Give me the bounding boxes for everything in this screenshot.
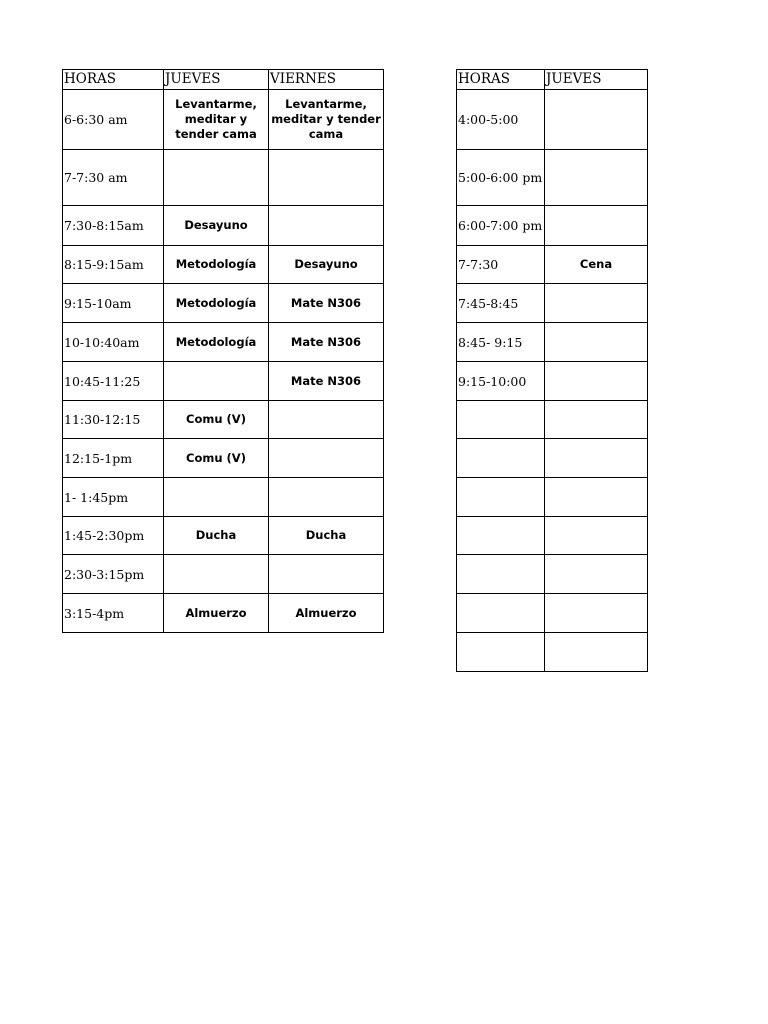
jueves-cell: Metodología	[164, 284, 269, 323]
header-horas: HORAS	[457, 70, 545, 90]
time-cell: 7:45-8:45	[457, 284, 545, 323]
jueves-cell: Ducha	[164, 517, 269, 555]
table-header-row	[457, 70, 648, 90]
jueves-cell: Metodología	[164, 323, 269, 362]
table-row	[457, 401, 648, 439]
viernes-cell: Levantarme, meditar y tender cama	[269, 90, 384, 150]
table-row	[457, 594, 648, 633]
time-cell: 6-6:30 am	[63, 90, 164, 150]
time-cell	[457, 633, 545, 672]
table-row	[63, 362, 384, 401]
jueves-cell: Cena	[545, 246, 648, 284]
jueves-cell	[545, 362, 648, 401]
table-row	[63, 323, 384, 362]
jueves-cell: Comu (V)	[164, 439, 269, 478]
jueves-cell: Comu (V)	[164, 401, 269, 439]
viernes-cell	[269, 206, 384, 246]
header-jueves: JUEVES	[164, 70, 269, 90]
jueves-cell	[545, 206, 648, 246]
time-cell: 8:15-9:15am	[63, 246, 164, 284]
table-row	[457, 150, 648, 206]
viernes-cell: Mate N306	[269, 362, 384, 401]
time-cell: 1:45-2:30pm	[63, 517, 164, 555]
time-cell: 10-10:40am	[63, 323, 164, 362]
jueves-cell: Desayuno	[164, 206, 269, 246]
time-cell: 12:15-1pm	[63, 439, 164, 478]
table-row	[63, 150, 384, 206]
time-cell: 5:00-6:00 pm	[457, 150, 545, 206]
time-cell: 7:30-8:15am	[63, 206, 164, 246]
table-row	[63, 594, 384, 633]
jueves-cell: Metodología	[164, 246, 269, 284]
viernes-cell	[269, 478, 384, 517]
table-row	[457, 633, 648, 672]
time-cell	[457, 594, 545, 633]
jueves-cell: Levantarme, meditar y tender cama	[164, 90, 269, 150]
time-cell: 10:45-11:25	[63, 362, 164, 401]
jueves-cell	[545, 401, 648, 439]
time-cell: 3:15-4pm	[63, 594, 164, 633]
jueves-cell	[545, 150, 648, 206]
table-row	[63, 401, 384, 439]
time-cell	[457, 555, 545, 594]
table-row	[457, 206, 648, 246]
viernes-cell: Mate N306	[269, 323, 384, 362]
jueves-cell	[545, 517, 648, 555]
viernes-cell	[269, 401, 384, 439]
jueves-cell	[164, 150, 269, 206]
time-cell: 9:15-10am	[63, 284, 164, 323]
header-horas: HORAS	[63, 70, 164, 90]
jueves-cell	[545, 439, 648, 478]
table-row	[63, 478, 384, 517]
time-cell: 6:00-7:00 pm	[457, 206, 545, 246]
schedule-table-right	[456, 69, 648, 672]
table-row	[457, 555, 648, 594]
time-cell: 1- 1:45pm	[63, 478, 164, 517]
time-cell	[457, 517, 545, 555]
jueves-cell	[545, 478, 648, 517]
table-row	[63, 517, 384, 555]
table-row	[457, 90, 648, 150]
table-row	[63, 90, 384, 150]
time-cell	[457, 401, 545, 439]
time-cell: 7-7:30	[457, 246, 545, 284]
table-row	[457, 284, 648, 323]
table-row	[457, 439, 648, 478]
jueves-cell	[545, 90, 648, 150]
viernes-cell: Desayuno	[269, 246, 384, 284]
viernes-cell	[269, 439, 384, 478]
table-header-row	[63, 70, 384, 90]
time-cell: 9:15-10:00	[457, 362, 545, 401]
table-row	[457, 323, 648, 362]
viernes-cell	[269, 150, 384, 206]
table-row	[457, 362, 648, 401]
jueves-cell: Almuerzo	[164, 594, 269, 633]
table-row	[63, 555, 384, 594]
table-row	[457, 517, 648, 555]
jueves-cell	[164, 478, 269, 517]
table-row	[63, 284, 384, 323]
time-cell	[457, 439, 545, 478]
time-cell: 11:30-12:15	[63, 401, 164, 439]
time-cell: 4:00-5:00	[457, 90, 545, 150]
time-cell: 2:30-3:15pm	[63, 555, 164, 594]
table-row	[457, 246, 648, 284]
jueves-cell	[545, 594, 648, 633]
jueves-cell	[545, 323, 648, 362]
header-jueves: JUEVES	[545, 70, 648, 90]
time-cell	[457, 478, 545, 517]
jueves-cell	[164, 555, 269, 594]
table-row	[63, 206, 384, 246]
time-cell: 8:45- 9:15	[457, 323, 545, 362]
jueves-cell	[545, 555, 648, 594]
jueves-cell	[164, 362, 269, 401]
table-row	[63, 439, 384, 478]
viernes-cell: Mate N306	[269, 284, 384, 323]
header-viernes: VIERNES	[269, 70, 384, 90]
jueves-cell	[545, 633, 648, 672]
viernes-cell: Ducha	[269, 517, 384, 555]
table-row	[63, 246, 384, 284]
schedule-table-left	[62, 69, 384, 633]
viernes-cell: Almuerzo	[269, 594, 384, 633]
table-row	[457, 478, 648, 517]
viernes-cell	[269, 555, 384, 594]
jueves-cell	[545, 284, 648, 323]
time-cell: 7-7:30 am	[63, 150, 164, 206]
